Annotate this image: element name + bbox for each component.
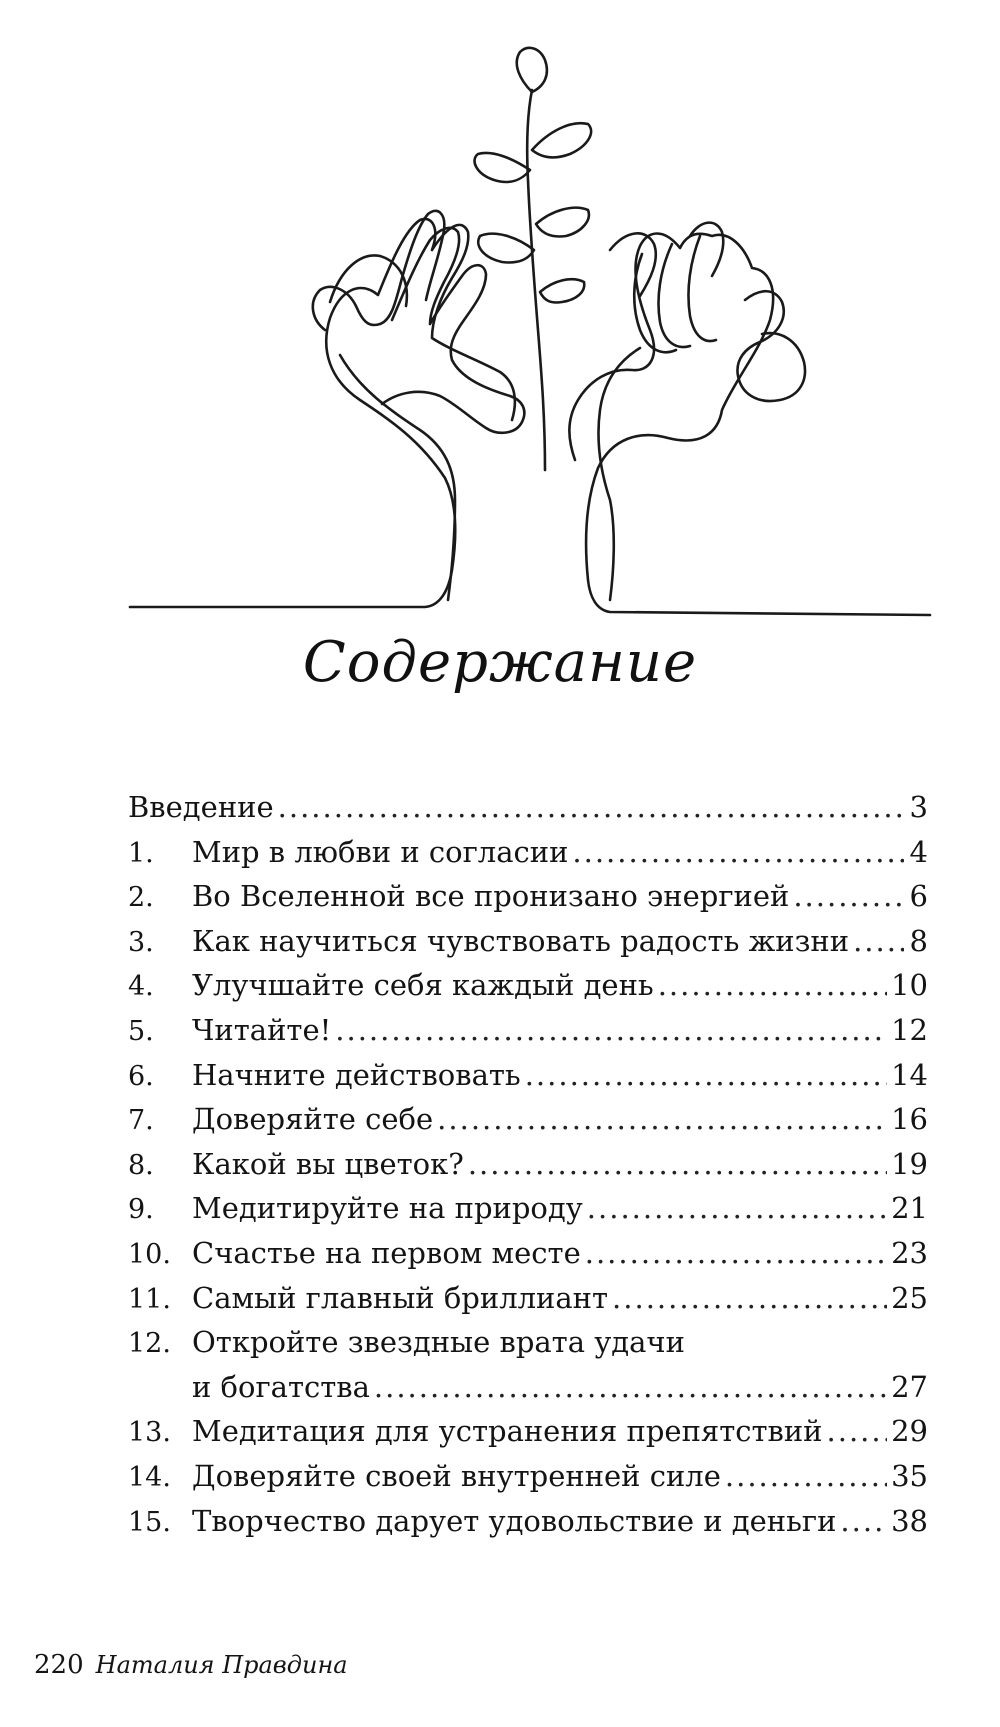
toc-leader-dots [572, 830, 904, 875]
toc-entry-title: Во Вселенной все пронизано энергией [192, 879, 790, 914]
toc-entry-title: Творчество дарует удовольствие и деньги [192, 1503, 837, 1538]
toc-entry-page: 23 [891, 1235, 928, 1270]
toc-leader-dots [587, 1186, 887, 1231]
toc-entry[interactable] [128, 919, 928, 964]
toc-entry[interactable] [128, 1409, 928, 1454]
toc-entry[interactable] [128, 1186, 928, 1231]
sprout-leaf-l2 [478, 234, 534, 263]
toc-entry-number: 9. [128, 1194, 154, 1226]
sprout-leaf-r3 [540, 279, 584, 302]
toc-entry-number: 7. [128, 1105, 154, 1137]
toc-leader-dots [827, 1409, 888, 1454]
toc-entry-number: 2. [128, 882, 154, 914]
toc-entry-title: Медитация для устранения препятствий [192, 1414, 823, 1449]
toc-entry-page: 29 [891, 1414, 928, 1449]
sprout-leaf-r1 [532, 123, 591, 157]
right-wrist [598, 348, 640, 600]
toc-leader-dots [840, 1499, 887, 1544]
toc-entry-page: 8 [909, 923, 928, 958]
toc-entry-title: Мир в любви и согласии [192, 834, 569, 869]
toc-entry-title: Доверяйте себе [192, 1102, 434, 1137]
toc-entry-continuation[interactable] [128, 1365, 928, 1410]
toc-entry-title: Самый главный бриллиант [192, 1280, 609, 1315]
toc-entry-title: Откройте звездные врата удачи [192, 1325, 685, 1360]
toc-entry-number: 3. [128, 926, 154, 958]
toc-entry-page: 6 [909, 879, 928, 914]
toc-entry-number: 11. [128, 1283, 171, 1315]
sprout-leaf-l1 [475, 153, 530, 182]
toc-entry-page: 10 [891, 968, 928, 1003]
table-of-contents [128, 785, 928, 1543]
sprout-leaf-top [517, 48, 547, 92]
page-footer [34, 1650, 348, 1680]
toc-leader-dots [853, 919, 904, 964]
toc-entry-title: Улучшайте себя каждый день [192, 968, 654, 1003]
toc-leader-dots [793, 874, 904, 919]
toc-leader-dots [437, 1097, 887, 1142]
toc-entry-title: Счастье на первом месте [192, 1235, 581, 1270]
toc-entry-number: 4. [128, 971, 154, 1003]
toc-entry[interactable] [128, 1008, 928, 1053]
sprout-leaf-r2 [536, 208, 589, 237]
toc-leader-dots [374, 1365, 887, 1410]
toc-entry-title: Читайте! [192, 1012, 332, 1047]
toc-entry-title: Как научиться чувствовать радость жизни [192, 923, 850, 958]
toc-entry-page: 14 [891, 1057, 928, 1092]
hands-holding-sprout-icon [0, 0, 1000, 640]
toc-entry-number: 8. [128, 1149, 154, 1181]
toc-entry-title: Начните действовать [192, 1057, 521, 1092]
toc-entry[interactable] [128, 1320, 928, 1365]
ground-line-right [569, 234, 930, 616]
toc-entry-number: 6. [128, 1060, 154, 1092]
toc-entry[interactable] [128, 1053, 928, 1098]
toc-leader-dots [612, 1276, 887, 1321]
toc-leader-dots [725, 1454, 887, 1499]
toc-entry-page: 12 [891, 1012, 928, 1047]
toc-leader-dots [658, 963, 887, 1008]
toc-entry-number: 14. [128, 1461, 171, 1493]
toc-entry-page: 35 [891, 1458, 928, 1493]
toc-entry-number: 12. [128, 1328, 171, 1360]
footer-page-number: 220 [34, 1650, 84, 1680]
toc-entry[interactable] [128, 1231, 928, 1276]
toc-entry[interactable] [128, 1276, 928, 1321]
toc-entry-intro[interactable] [128, 785, 928, 830]
toc-entry-page: 19 [891, 1146, 928, 1181]
page-title: Содержание [302, 630, 698, 695]
toc-entry-number: 13. [128, 1417, 171, 1449]
ground-line [130, 219, 515, 607]
toc-entry[interactable] [128, 874, 928, 919]
toc-leader-dots [525, 1053, 887, 1098]
toc-entry-number: 15. [128, 1506, 171, 1538]
toc-entry-page: 38 [891, 1503, 928, 1538]
toc-entry[interactable] [128, 1454, 928, 1499]
toc-entry-page: 27 [891, 1369, 928, 1404]
toc-entry-title: Какой вы цветок? [192, 1146, 464, 1181]
toc-entry-title: Доверяйте своей внутренней силе [192, 1458, 721, 1493]
toc-entry-page: 16 [891, 1102, 928, 1137]
toc-entry[interactable] [128, 963, 928, 1008]
toc-entry[interactable] [128, 830, 928, 875]
toc-entry-page: 21 [891, 1191, 928, 1226]
footer-author: Наталия Правдина [95, 1651, 348, 1679]
toc-entry-number: 10. [128, 1238, 171, 1270]
toc-entry-title: Медитируйте на природу [192, 1191, 583, 1226]
toc-entry-page: 4 [909, 834, 928, 869]
toc-entry-title: Введение [128, 790, 274, 824]
toc-entry-page: 25 [891, 1280, 928, 1315]
toc-entry[interactable] [128, 1499, 928, 1544]
toc-leader-dots [585, 1231, 887, 1276]
toc-entry[interactable] [128, 1142, 928, 1187]
toc-entry-title-continuation: и богатства [192, 1369, 370, 1404]
toc-leader-dots [468, 1142, 887, 1187]
toc-entry-number: 5. [128, 1015, 154, 1047]
toc-entry[interactable] [128, 1097, 928, 1142]
toc-entry-number: 1. [128, 837, 154, 869]
left-hand [313, 211, 525, 433]
toc-leader-dots [335, 1008, 887, 1053]
toc-entry-page: 3 [909, 790, 928, 824]
left-wrist [340, 355, 455, 600]
toc-leader-dots [278, 785, 904, 830]
